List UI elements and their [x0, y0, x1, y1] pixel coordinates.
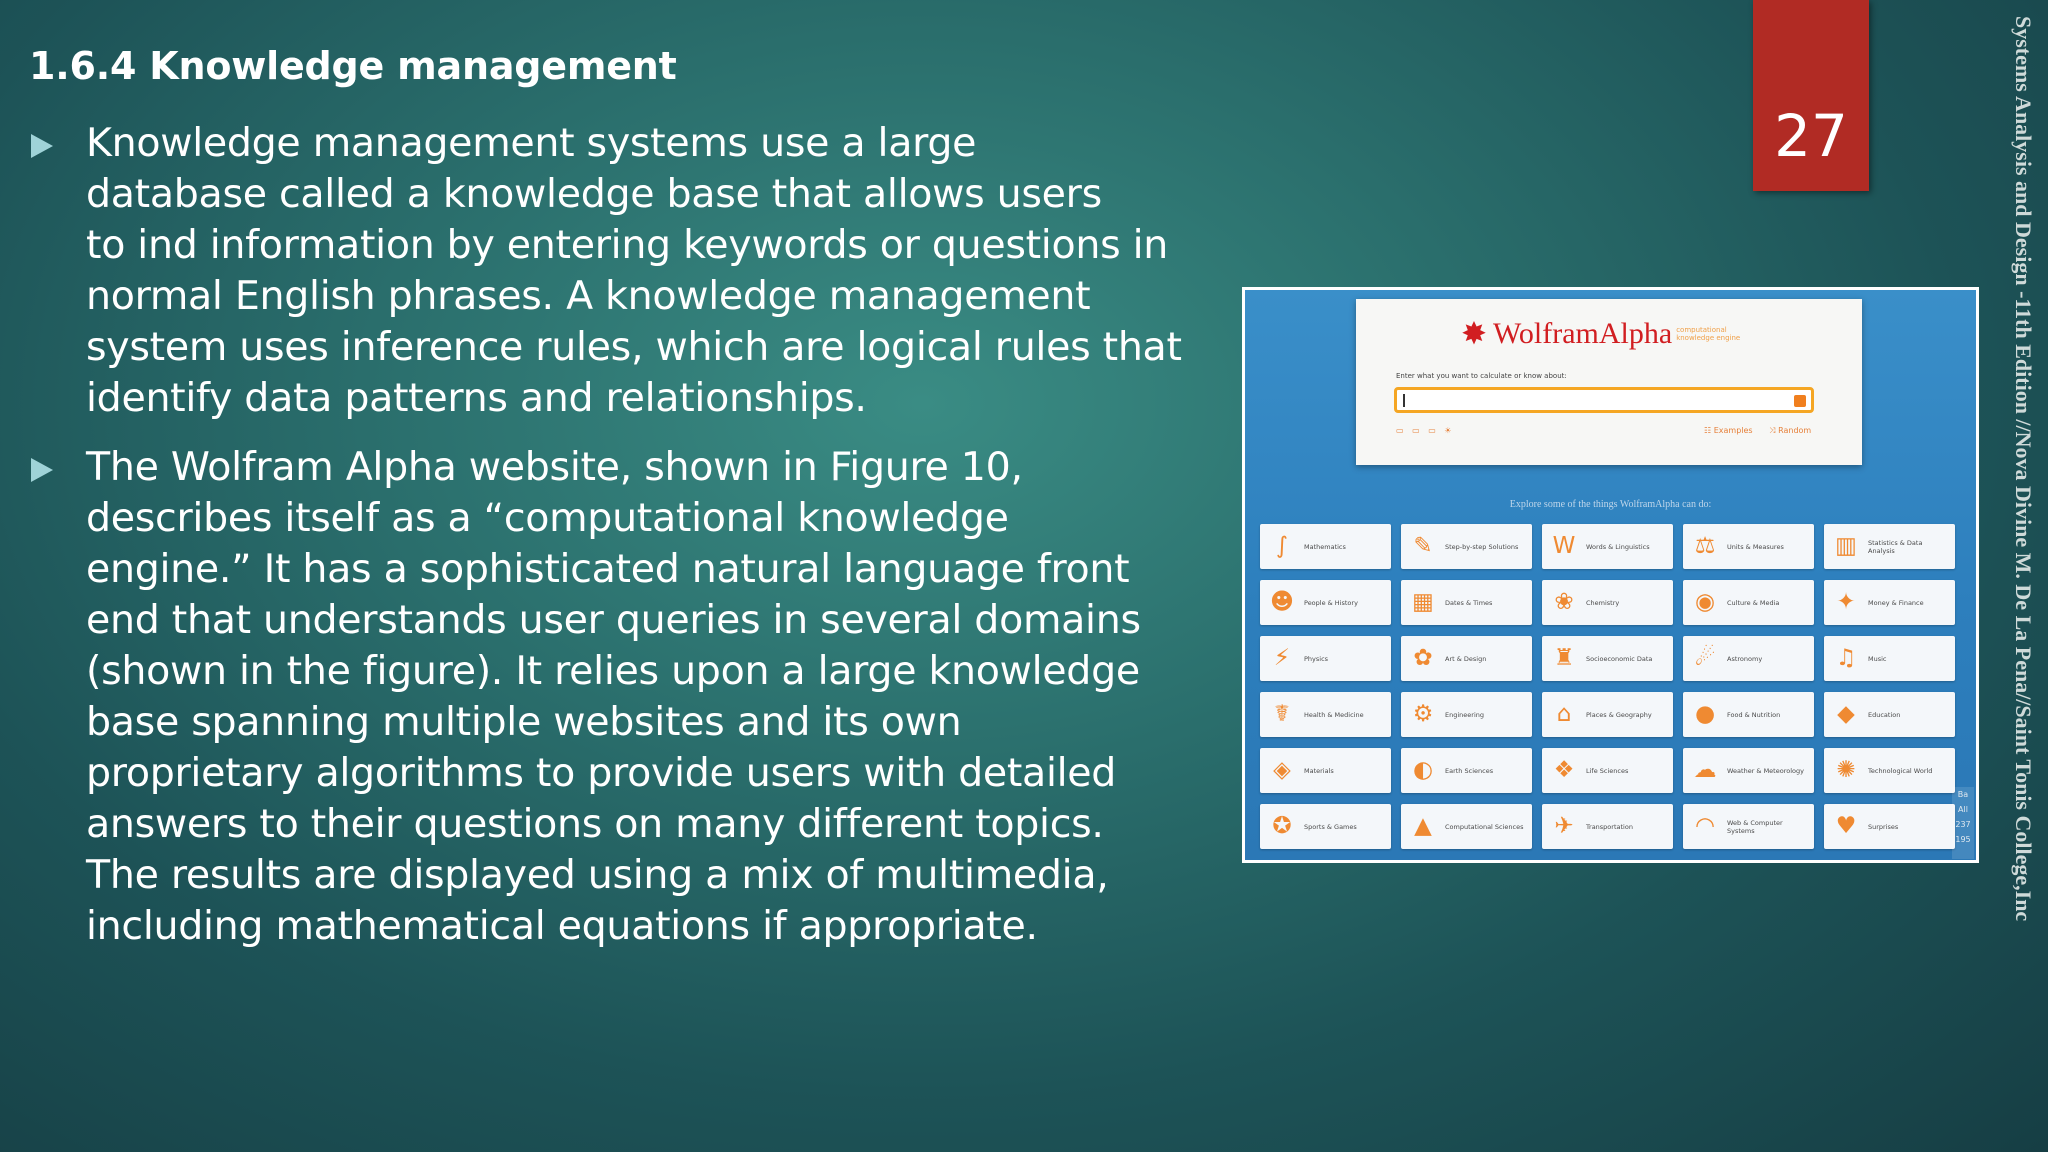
domain-icon: ❖ — [1553, 757, 1575, 783]
domain-tile[interactable] — [1260, 748, 1391, 793]
bullet-item — [29, 118, 1229, 424]
domain-icon: ▲ — [1414, 813, 1432, 839]
domain-label: Socioeconomic Data — [1586, 654, 1653, 663]
domain-grid — [1260, 524, 1955, 849]
text-caret — [1403, 394, 1405, 407]
domain-icon: ☁ — [1693, 757, 1717, 783]
domain-tile[interactable] — [1683, 580, 1814, 625]
domain-icon: ✦ — [1836, 589, 1856, 615]
page-number-badge — [1753, 0, 1869, 191]
triangle-bullet-icon — [31, 134, 53, 158]
triangle-bullet-icon — [31, 458, 53, 482]
domain-tile[interactable] — [1542, 524, 1673, 569]
examples-link[interactable]: ☷ Examples — [1704, 426, 1753, 435]
domain-tile[interactable] — [1401, 580, 1532, 625]
domain-tile[interactable] — [1401, 692, 1532, 737]
domain-tile[interactable] — [1683, 524, 1814, 569]
domain-label: Statistics & Data Analysis — [1868, 538, 1923, 555]
domain-label: Art & Design — [1445, 654, 1487, 663]
domain-label: Technological World — [1868, 766, 1933, 775]
domain-tile[interactable] — [1542, 748, 1673, 793]
domain-icon: ❀ — [1554, 589, 1574, 615]
domain-label: Engineering — [1445, 710, 1484, 719]
search-prompt: Enter what you want to calculate or know about: — [1396, 372, 1567, 380]
domain-icon: W — [1552, 533, 1576, 559]
search-links — [1704, 426, 1825, 436]
domain-tile[interactable] — [1683, 636, 1814, 681]
domain-tile[interactable] — [1824, 636, 1955, 681]
domain-icon: ✿ — [1413, 645, 1433, 671]
domain-label: Money & Finance — [1868, 598, 1924, 607]
domain-label: Units & Measures — [1727, 542, 1784, 551]
domain-icon: ♥ — [1835, 813, 1857, 839]
random-link[interactable]: ⤨ Random — [1769, 426, 1812, 435]
bullet-item — [29, 442, 1229, 952]
figure-wolfram-alpha-screenshot — [1242, 287, 1979, 863]
domain-icon: ☄ — [1694, 645, 1716, 671]
domain-tile[interactable] — [1542, 692, 1673, 737]
domain-tile[interactable] — [1542, 580, 1673, 625]
slide-title: 1.6.4 Knowledge management — [29, 44, 677, 88]
domain-tile[interactable] — [1401, 524, 1532, 569]
domain-label: Health & Medicine — [1304, 710, 1364, 719]
domain-icon: ✪ — [1272, 813, 1292, 839]
domain-label: Food & Nutrition — [1727, 710, 1781, 719]
domain-label: Places & Geography — [1586, 710, 1652, 719]
domain-tile[interactable] — [1683, 748, 1814, 793]
domain-tile[interactable] — [1683, 804, 1814, 849]
domain-label: Physics — [1304, 654, 1329, 663]
domain-icon: ⚖ — [1694, 533, 1716, 559]
bullet-text: Knowledge management systems use a large database called a knowledge base that allows users to ind information by entering keywords or questions in normal English phrases. A knowledge management system uses inference rules, which are logical rules that identify data patterns and relationships. — [86, 120, 1182, 421]
input-tools[interactable]: ▭ ▭ ▭ ☀ — [1396, 426, 1455, 435]
domain-label: Step-by-step Solutions — [1445, 542, 1519, 551]
domain-icon: ◆ — [1837, 701, 1855, 727]
domain-icon: ⌂ — [1556, 701, 1572, 727]
domain-tile[interactable] — [1824, 748, 1955, 793]
domain-tile[interactable] — [1824, 524, 1955, 569]
domain-tile[interactable] — [1401, 636, 1532, 681]
domain-label: People & History — [1304, 598, 1358, 607]
domain-tile[interactable] — [1542, 636, 1673, 681]
domain-label: Culture & Media — [1727, 598, 1780, 607]
domain-label: Dates & Times — [1445, 598, 1493, 607]
domain-icon: ☻ — [1270, 589, 1294, 615]
domain-icon: ◈ — [1273, 757, 1291, 783]
logo-tagline: computational knowledge engine — [1676, 326, 1741, 342]
domain-label: Astronomy — [1727, 654, 1763, 663]
logo-text: WolframAlpha — [1492, 317, 1673, 350]
domain-icon: ● — [1694, 701, 1716, 727]
domain-icon: ✎ — [1413, 533, 1433, 559]
bullet-list — [29, 118, 1229, 970]
domain-tile[interactable] — [1542, 804, 1673, 849]
domain-icon: ⚡ — [1273, 645, 1291, 671]
edge-widget: Ba All 237 195 — [1952, 787, 1974, 859]
domain-tile[interactable] — [1401, 748, 1532, 793]
page-number: 27 — [1774, 102, 1848, 170]
domain-tile[interactable] — [1260, 524, 1391, 569]
domain-tile[interactable] — [1683, 692, 1814, 737]
domain-tile[interactable] — [1260, 692, 1391, 737]
explore-heading: Explore some of the things WolframAlpha can do: — [1509, 499, 1712, 510]
domain-label: Chemistry — [1586, 598, 1620, 607]
wolfram-star-icon: ✸ — [1461, 316, 1487, 352]
search-input[interactable] — [1394, 387, 1814, 413]
domain-icon: ◉ — [1694, 589, 1716, 615]
screenshot-area — [1245, 290, 1976, 860]
domain-label: Materials — [1304, 766, 1334, 775]
domain-icon: ◐ — [1412, 757, 1434, 783]
domain-icon: ⚙ — [1412, 701, 1434, 727]
domain-label: Computational Sciences — [1445, 822, 1524, 831]
bullet-text: The Wolfram Alpha website, shown in Figure 10, describes itself as a “computational knowledge engine.” It has a sophisticated natural language front end that understands user queries in several domains (shown in the figure). It relies upon a large knowledge base spanning multiple websites and its own proprietary algorithms to provide users with detailed answers to their questions on many different topics. The results are displayed using a mix of multimedia, including mathematical equations if appropriate. — [86, 444, 1141, 949]
domain-label: Life Sciences — [1586, 766, 1629, 775]
domain-icon: ♜ — [1553, 645, 1575, 671]
domain-icon: ◠ — [1694, 813, 1716, 839]
domain-icon: ▦ — [1412, 589, 1434, 615]
domain-label: Weather & Meteorology — [1727, 766, 1804, 775]
domain-icon: ▥ — [1835, 533, 1857, 559]
domain-tile[interactable] — [1824, 580, 1955, 625]
domain-label: Music — [1868, 654, 1887, 663]
domain-tile[interactable] — [1260, 636, 1391, 681]
domain-label: Web & Computer Systems — [1727, 818, 1783, 835]
search-card — [1356, 299, 1862, 465]
domain-tile[interactable] — [1824, 692, 1955, 737]
wolfram-alpha-logo — [1461, 317, 1752, 351]
domain-icon: ✺ — [1836, 757, 1856, 783]
domain-icon: ∫ — [1276, 533, 1288, 559]
domain-tile[interactable] — [1260, 804, 1391, 849]
domain-label: Surprises — [1868, 822, 1899, 831]
domain-icon: ✈ — [1554, 813, 1574, 839]
domain-label: Earth Sciences — [1445, 766, 1494, 775]
domain-tile[interactable] — [1401, 804, 1532, 849]
domain-label: Education — [1868, 710, 1901, 719]
domain-icon: ♫ — [1835, 645, 1857, 671]
search-go-icon[interactable] — [1794, 395, 1806, 407]
domain-label: Words & Linguistics — [1586, 542, 1650, 551]
domain-label: Transportation — [1586, 822, 1633, 831]
domain-label: Sports & Games — [1304, 822, 1357, 831]
domain-label: Mathematics — [1304, 542, 1346, 551]
side-credit: Systems Analysis and Design -11th Edition //Nova Divine M. De La Pena//Saint Tonis College,Inc — [2011, 16, 2036, 922]
domain-icon: ☤ — [1274, 701, 1290, 727]
domain-tile[interactable] — [1260, 580, 1391, 625]
domain-tile[interactable] — [1824, 804, 1955, 849]
